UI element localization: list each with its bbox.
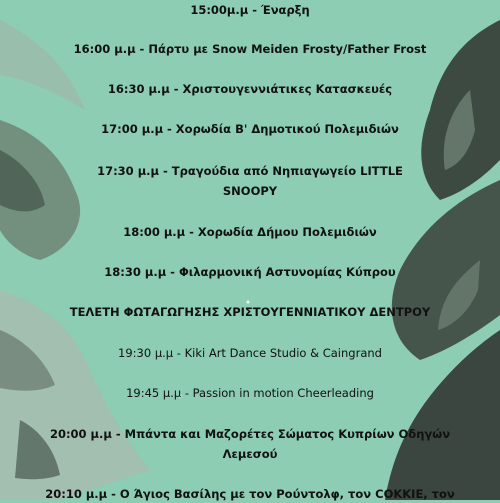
program-item-party: 16:00 μ.μ - Πάρτυ με Snow Meiden Frosty/Father Frost: [73, 42, 427, 56]
program-item-crafts: 16:30 μ.μ - Χριστουγεννιάτικες Κατασκευές: [107, 82, 393, 96]
program-item-tree-lighting: ΤΕΛΕΤΗ ΦΩΤΑΓΩΓΗΣΗΣ ΧΡΙΣΤΟΥΓΕΝΝΙΑΤΙΚΟΥ ΔΕΝΤΡΟΥ: [69, 305, 431, 319]
program-item-majorettes: 20:00 μ.μ - Μπάντα και Μαζορέτες Σώματος Κυπρίων Οδηγών: [49, 427, 451, 441]
program-item-municipal-choir: 18:00 μ.μ - Χορωδία Δήμου Πολεμιδιών: [123, 225, 377, 239]
program-item-police-band: 18:30 μ.μ - Φιλαρμονική Αστυνομίας Κύπρου: [104, 265, 396, 279]
program-item-start: 15:00μ.μ - Έναρξη: [190, 3, 310, 17]
program-item-cheerleading: 19:45 μ.μ - Passion in motion Cheerleading: [126, 386, 374, 400]
program-item-school-choir: 17:00 μ.μ - Χορωδία Β' Δημοτικού Πολεμιδιών: [101, 122, 399, 136]
program-item-majorettes-cont: Λεμεσού: [222, 447, 278, 461]
program-item-kindergarten: 17:30 μ.μ - Τραγούδια από Νηπιαγωγείο LITTLE: [97, 164, 403, 178]
program-item-kindergarten-cont: SNOOPY: [222, 184, 278, 198]
program-item-santa: 20:10 μ.μ - Ο Άγιος Βασίλης με τον Ρούντολφ, τον COKKIE, τον: [45, 487, 455, 501]
program-item-dance-studio: 19:30 μ.μ - Kiki Art Dance Studio & Caingrand: [118, 346, 382, 360]
